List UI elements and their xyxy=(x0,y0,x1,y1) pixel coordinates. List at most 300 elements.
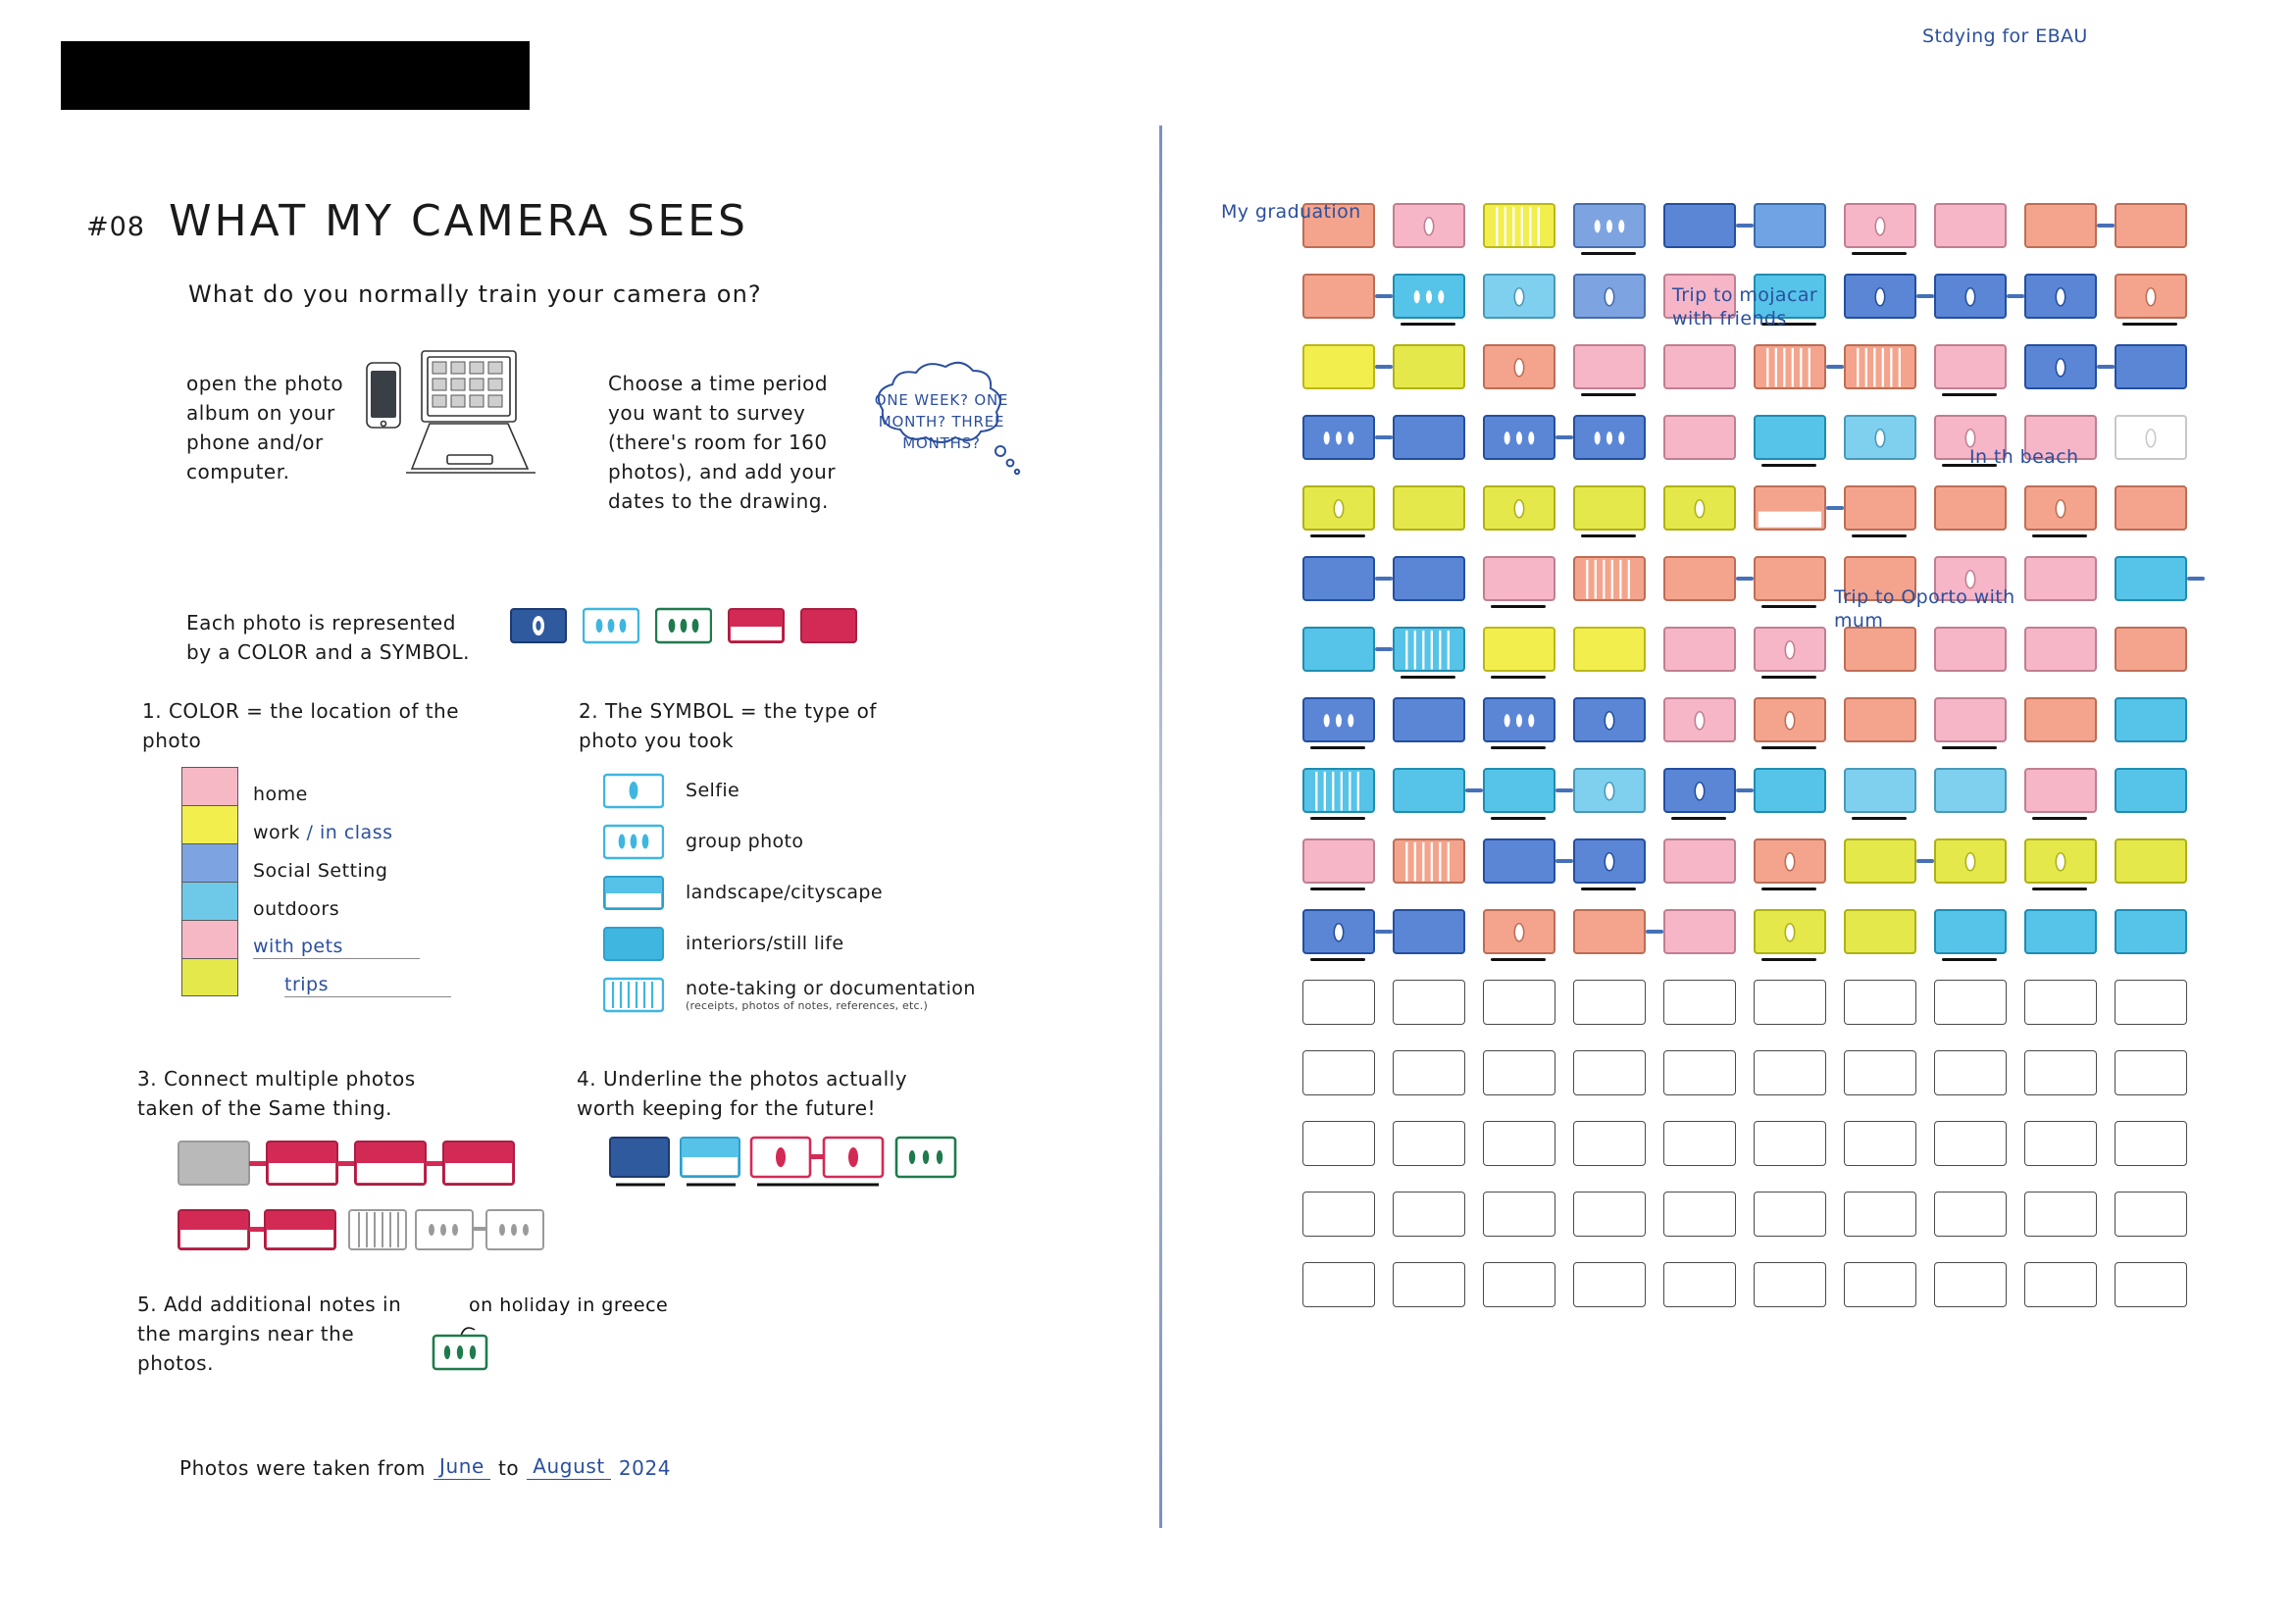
photo-cell[interactable] xyxy=(1385,544,1475,615)
photo-card[interactable] xyxy=(2115,415,2187,460)
photo-card[interactable] xyxy=(1393,697,1465,742)
photo-cell[interactable] xyxy=(2016,897,2107,968)
photo-cell[interactable] xyxy=(1475,1180,1565,1250)
photo-cell[interactable] xyxy=(1926,1180,2016,1250)
photo-card[interactable] xyxy=(1573,344,1646,389)
empty-photo-card[interactable] xyxy=(1573,980,1646,1025)
photo-cell[interactable] xyxy=(1385,1039,1475,1109)
photo-card[interactable] xyxy=(1754,697,1826,742)
empty-photo-card[interactable] xyxy=(1844,1121,1916,1166)
photo-cell[interactable] xyxy=(1656,1039,1746,1109)
photo-cell[interactable] xyxy=(2016,1039,2107,1109)
photo-cell[interactable] xyxy=(2107,1109,2197,1180)
photo-card[interactable] xyxy=(1754,344,1826,389)
photo-cell[interactable] xyxy=(1565,1180,1656,1250)
photo-cell[interactable] xyxy=(1475,1250,1565,1321)
photo-cell[interactable] xyxy=(1475,685,1565,756)
photo-cell[interactable] xyxy=(2016,1250,2107,1321)
empty-photo-card[interactable] xyxy=(1934,980,2007,1025)
photo-card[interactable] xyxy=(1302,627,1375,672)
empty-photo-card[interactable] xyxy=(1844,1050,1916,1095)
photo-cell[interactable] xyxy=(1475,262,1565,332)
photo-cell[interactable] xyxy=(1836,332,1926,403)
photo-card[interactable] xyxy=(1754,203,1826,248)
empty-photo-card[interactable] xyxy=(2115,980,2187,1025)
photo-cell[interactable] xyxy=(1385,756,1475,827)
photo-cell[interactable] xyxy=(2107,827,2197,897)
photo-card[interactable] xyxy=(1573,627,1646,672)
footer-from-date[interactable]: June xyxy=(433,1454,490,1480)
photo-cell[interactable] xyxy=(1385,1250,1475,1321)
photo-cell[interactable] xyxy=(1926,1250,2016,1321)
photo-card[interactable] xyxy=(1663,768,1736,813)
empty-photo-card[interactable] xyxy=(1663,1121,1736,1166)
photo-card[interactable] xyxy=(1573,697,1646,742)
photo-card[interactable] xyxy=(2024,627,2097,672)
photo-card[interactable] xyxy=(1934,909,2007,954)
photo-card[interactable] xyxy=(1844,697,1916,742)
empty-photo-card[interactable] xyxy=(1393,1121,1465,1166)
photo-cell[interactable] xyxy=(1295,1109,1385,1180)
photo-cell[interactable] xyxy=(1656,1250,1746,1321)
empty-photo-card[interactable] xyxy=(2115,1121,2187,1166)
photo-cell[interactable] xyxy=(2016,191,2107,262)
photo-cell[interactable] xyxy=(2016,474,2107,544)
photo-cell[interactable] xyxy=(1926,897,2016,968)
photo-card[interactable] xyxy=(1934,203,2007,248)
photo-cell[interactable] xyxy=(1475,756,1565,827)
empty-photo-card[interactable] xyxy=(1302,1192,1375,1237)
photo-cell[interactable] xyxy=(2107,968,2197,1039)
photo-cell[interactable] xyxy=(2016,332,2107,403)
empty-photo-card[interactable] xyxy=(2024,1050,2097,1095)
empty-photo-card[interactable] xyxy=(1754,980,1826,1025)
photo-cell[interactable] xyxy=(1295,544,1385,615)
photo-card[interactable] xyxy=(1754,627,1826,672)
photo-card[interactable] xyxy=(1302,697,1375,742)
photo-cell[interactable] xyxy=(1565,332,1656,403)
photo-cell[interactable] xyxy=(1746,756,1836,827)
photo-cell[interactable] xyxy=(1475,827,1565,897)
photo-card[interactable] xyxy=(1573,768,1646,813)
photo-cell[interactable] xyxy=(1385,615,1475,685)
photo-cell[interactable] xyxy=(1385,1180,1475,1250)
photo-cell[interactable] xyxy=(1746,403,1836,474)
photo-card[interactable] xyxy=(2024,274,2097,319)
photo-card[interactable] xyxy=(1483,697,1555,742)
photo-card[interactable] xyxy=(1844,485,1916,531)
empty-photo-card[interactable] xyxy=(1934,1192,2007,1237)
photo-cell[interactable] xyxy=(1926,827,2016,897)
empty-photo-card[interactable] xyxy=(1844,1262,1916,1307)
photo-cell[interactable] xyxy=(1475,1039,1565,1109)
photo-cell[interactable] xyxy=(2016,1109,2107,1180)
photo-cell[interactable] xyxy=(1656,968,1746,1039)
photo-card[interactable] xyxy=(1934,627,2007,672)
photo-cell[interactable] xyxy=(2016,968,2107,1039)
photo-cell[interactable] xyxy=(1385,968,1475,1039)
photo-card[interactable] xyxy=(1302,556,1375,601)
photo-card[interactable] xyxy=(1483,274,1555,319)
photo-cell[interactable] xyxy=(1385,403,1475,474)
photo-card[interactable] xyxy=(2115,274,2187,319)
photo-cell[interactable] xyxy=(1656,685,1746,756)
photo-card[interactable] xyxy=(2115,768,2187,813)
photo-cell[interactable] xyxy=(1926,968,2016,1039)
photo-cell[interactable] xyxy=(1746,615,1836,685)
empty-photo-card[interactable] xyxy=(1393,1192,1465,1237)
photo-cell[interactable] xyxy=(1295,897,1385,968)
photo-card[interactable] xyxy=(1844,344,1916,389)
photo-card[interactable] xyxy=(2024,697,2097,742)
photo-card[interactable] xyxy=(1663,485,1736,531)
photo-card[interactable] xyxy=(1483,838,1555,884)
empty-photo-card[interactable] xyxy=(1754,1192,1826,1237)
photo-card[interactable] xyxy=(1663,415,1736,460)
photo-card[interactable] xyxy=(2024,768,2097,813)
photo-cell[interactable] xyxy=(1746,1250,1836,1321)
photo-cell[interactable] xyxy=(2107,403,2197,474)
photo-card[interactable] xyxy=(2024,485,2097,531)
photo-cell[interactable] xyxy=(2016,756,2107,827)
photo-card[interactable] xyxy=(1483,415,1555,460)
photo-cell[interactable] xyxy=(1746,1109,1836,1180)
photo-card[interactable] xyxy=(1302,344,1375,389)
photo-card[interactable] xyxy=(1302,415,1375,460)
photo-card[interactable] xyxy=(1844,768,1916,813)
photo-cell[interactable] xyxy=(1656,897,1746,968)
photo-cell[interactable] xyxy=(1926,262,2016,332)
empty-photo-card[interactable] xyxy=(1934,1121,2007,1166)
photo-card[interactable] xyxy=(2115,627,2187,672)
photo-cell[interactable] xyxy=(1746,685,1836,756)
photo-card[interactable] xyxy=(1483,485,1555,531)
photo-cell[interactable] xyxy=(1475,544,1565,615)
photo-cell[interactable] xyxy=(2107,544,2197,615)
photo-cell[interactable] xyxy=(1385,1109,1475,1180)
empty-photo-card[interactable] xyxy=(1663,1192,1736,1237)
photo-card[interactable] xyxy=(1934,274,2007,319)
photo-cell[interactable] xyxy=(1295,685,1385,756)
photo-cell[interactable] xyxy=(1656,544,1746,615)
photo-cell[interactable] xyxy=(1836,1109,1926,1180)
photo-cell[interactable] xyxy=(1746,1180,1836,1250)
photo-cell[interactable] xyxy=(1565,897,1656,968)
empty-photo-card[interactable] xyxy=(2024,980,2097,1025)
photo-card[interactable] xyxy=(1393,415,1465,460)
photo-cell[interactable] xyxy=(1385,332,1475,403)
photo-cell[interactable] xyxy=(1926,332,2016,403)
photo-card[interactable] xyxy=(1302,838,1375,884)
photo-cell[interactable] xyxy=(1836,1039,1926,1109)
photo-card[interactable] xyxy=(1393,485,1465,531)
photo-cell[interactable] xyxy=(2107,474,2197,544)
photo-cell[interactable] xyxy=(2107,262,2197,332)
photo-cell[interactable] xyxy=(1295,756,1385,827)
photo-cell[interactable] xyxy=(1656,191,1746,262)
photo-card[interactable] xyxy=(2115,909,2187,954)
empty-photo-card[interactable] xyxy=(1302,1050,1375,1095)
photo-card[interactable] xyxy=(1934,697,2007,742)
photo-cell[interactable] xyxy=(2016,685,2107,756)
empty-photo-card[interactable] xyxy=(1302,980,1375,1025)
photo-cell[interactable] xyxy=(1836,968,1926,1039)
photo-card[interactable] xyxy=(1573,909,1646,954)
photo-cell[interactable] xyxy=(1565,827,1656,897)
photo-card[interactable] xyxy=(1573,415,1646,460)
empty-photo-card[interactable] xyxy=(1663,1050,1736,1095)
photo-cell[interactable] xyxy=(2107,615,2197,685)
photo-cell[interactable] xyxy=(1385,262,1475,332)
photo-card[interactable] xyxy=(2115,485,2187,531)
empty-photo-card[interactable] xyxy=(2024,1121,2097,1166)
photo-cell[interactable] xyxy=(1295,332,1385,403)
photo-cell[interactable] xyxy=(2107,1039,2197,1109)
photo-cell[interactable] xyxy=(1746,1039,1836,1109)
empty-photo-card[interactable] xyxy=(1483,1050,1555,1095)
photo-card[interactable] xyxy=(1573,556,1646,601)
photo-cell[interactable] xyxy=(2016,262,2107,332)
photo-cell[interactable] xyxy=(1746,544,1836,615)
photo-cell[interactable] xyxy=(1746,827,1836,897)
photo-card[interactable] xyxy=(1844,909,1916,954)
empty-photo-card[interactable] xyxy=(1754,1050,1826,1095)
photo-card[interactable] xyxy=(2115,203,2187,248)
photo-cell[interactable] xyxy=(2016,827,2107,897)
photo-cell[interactable] xyxy=(1475,615,1565,685)
photo-card[interactable] xyxy=(1302,274,1375,319)
photo-cell[interactable] xyxy=(1836,474,1926,544)
photo-cell[interactable] xyxy=(1295,1180,1385,1250)
photo-cell[interactable] xyxy=(1565,615,1656,685)
photo-cell[interactable] xyxy=(1295,968,1385,1039)
photo-cell[interactable] xyxy=(1926,685,2016,756)
photo-cell[interactable] xyxy=(1385,897,1475,968)
footer-to-date[interactable]: August xyxy=(527,1454,611,1480)
empty-photo-card[interactable] xyxy=(2115,1262,2187,1307)
photo-cell[interactable] xyxy=(1295,403,1385,474)
photo-card[interactable] xyxy=(2115,697,2187,742)
empty-photo-card[interactable] xyxy=(1663,1262,1736,1307)
photo-card[interactable] xyxy=(1302,485,1375,531)
photo-card[interactable] xyxy=(1393,768,1465,813)
photo-card[interactable] xyxy=(1483,627,1555,672)
photo-card[interactable] xyxy=(2115,838,2187,884)
empty-photo-card[interactable] xyxy=(1393,1262,1465,1307)
photo-cell[interactable] xyxy=(1836,756,1926,827)
photo-card[interactable] xyxy=(1663,556,1736,601)
photo-cell[interactable] xyxy=(1656,615,1746,685)
empty-photo-card[interactable] xyxy=(2024,1262,2097,1307)
photo-cell[interactable] xyxy=(1295,1039,1385,1109)
photo-cell[interactable] xyxy=(1385,474,1475,544)
photo-card[interactable] xyxy=(1483,203,1555,248)
photo-card[interactable] xyxy=(1302,768,1375,813)
photo-cell[interactable] xyxy=(1475,332,1565,403)
photo-cell[interactable] xyxy=(1656,827,1746,897)
empty-photo-card[interactable] xyxy=(1483,1121,1555,1166)
photo-cell[interactable] xyxy=(1746,474,1836,544)
photo-card[interactable] xyxy=(1393,556,1465,601)
empty-photo-card[interactable] xyxy=(1573,1050,1646,1095)
photo-cell[interactable] xyxy=(1295,262,1385,332)
photo-cell[interactable] xyxy=(1565,403,1656,474)
photo-cell[interactable] xyxy=(1836,1180,1926,1250)
photo-card[interactable] xyxy=(1934,485,2007,531)
photo-cell[interactable] xyxy=(2107,756,2197,827)
photo-cell[interactable] xyxy=(1475,403,1565,474)
photo-cell[interactable] xyxy=(1295,827,1385,897)
photo-cell[interactable] xyxy=(1746,897,1836,968)
photo-cell[interactable] xyxy=(1295,1250,1385,1321)
photo-card[interactable] xyxy=(1393,344,1465,389)
photo-card[interactable] xyxy=(1844,627,1916,672)
photo-card[interactable] xyxy=(1393,627,1465,672)
photo-cell[interactable] xyxy=(2016,544,2107,615)
photo-card[interactable] xyxy=(1754,909,1826,954)
photo-card[interactable] xyxy=(1663,627,1736,672)
empty-photo-card[interactable] xyxy=(1393,1050,1465,1095)
photo-cell[interactable] xyxy=(2016,1180,2107,1250)
photo-card[interactable] xyxy=(2024,838,2097,884)
photo-card[interactable] xyxy=(2024,344,2097,389)
photo-cell[interactable] xyxy=(1746,968,1836,1039)
photo-cell[interactable] xyxy=(1385,685,1475,756)
empty-photo-card[interactable] xyxy=(1393,980,1465,1025)
photo-cell[interactable] xyxy=(1475,1109,1565,1180)
photo-cell[interactable] xyxy=(1836,685,1926,756)
photo-card[interactable] xyxy=(1663,838,1736,884)
photo-card[interactable] xyxy=(2115,556,2187,601)
photo-card[interactable] xyxy=(2024,203,2097,248)
photo-card[interactable] xyxy=(1393,838,1465,884)
photo-card[interactable] xyxy=(1573,274,1646,319)
photo-cell[interactable] xyxy=(1656,1180,1746,1250)
photo-cell[interactable] xyxy=(1836,1250,1926,1321)
photo-cell[interactable] xyxy=(1475,968,1565,1039)
photo-card[interactable] xyxy=(1754,485,1826,531)
photo-cell[interactable] xyxy=(1656,403,1746,474)
photo-cell[interactable] xyxy=(2107,191,2197,262)
photo-cell[interactable] xyxy=(1746,191,1836,262)
photo-cell[interactable] xyxy=(1565,1250,1656,1321)
photo-card[interactable] xyxy=(1573,203,1646,248)
photo-cell[interactable] xyxy=(1385,191,1475,262)
empty-photo-card[interactable] xyxy=(2115,1192,2187,1237)
photo-card[interactable] xyxy=(1754,838,1826,884)
photo-card[interactable] xyxy=(1754,768,1826,813)
photo-cell[interactable] xyxy=(1475,474,1565,544)
photo-cell[interactable] xyxy=(1565,474,1656,544)
photo-cell[interactable] xyxy=(1926,474,2016,544)
photo-cell[interactable] xyxy=(1565,756,1656,827)
photo-card[interactable] xyxy=(1483,909,1555,954)
empty-photo-card[interactable] xyxy=(1934,1262,2007,1307)
photo-card[interactable] xyxy=(1393,203,1465,248)
empty-photo-card[interactable] xyxy=(1934,1050,2007,1095)
photo-card[interactable] xyxy=(1302,909,1375,954)
photo-cell[interactable] xyxy=(1926,1109,2016,1180)
photo-cell[interactable] xyxy=(1836,827,1926,897)
photo-card[interactable] xyxy=(1934,838,2007,884)
empty-photo-card[interactable] xyxy=(1754,1121,1826,1166)
photo-cell[interactable] xyxy=(1475,191,1565,262)
photo-cell[interactable] xyxy=(1475,897,1565,968)
photo-cell[interactable] xyxy=(1385,827,1475,897)
photo-cell[interactable] xyxy=(2107,897,2197,968)
photo-cell[interactable] xyxy=(1836,403,1926,474)
photo-cell[interactable] xyxy=(1565,262,1656,332)
empty-photo-card[interactable] xyxy=(1302,1262,1375,1307)
photo-cell[interactable] xyxy=(2107,1250,2197,1321)
photo-card[interactable] xyxy=(1393,274,1465,319)
photo-card[interactable] xyxy=(1844,203,1916,248)
photo-cell[interactable] xyxy=(1836,897,1926,968)
empty-photo-card[interactable] xyxy=(1844,980,1916,1025)
empty-photo-card[interactable] xyxy=(1663,980,1736,1025)
photo-cell[interactable] xyxy=(1565,1109,1656,1180)
photo-card[interactable] xyxy=(2024,909,2097,954)
photo-cell[interactable] xyxy=(1565,968,1656,1039)
photo-card[interactable] xyxy=(1663,203,1736,248)
photo-cell[interactable] xyxy=(1295,615,1385,685)
photo-cell[interactable] xyxy=(1926,756,2016,827)
photo-cell[interactable] xyxy=(1656,474,1746,544)
photo-card[interactable] xyxy=(2115,344,2187,389)
empty-photo-card[interactable] xyxy=(1844,1192,1916,1237)
photo-card[interactable] xyxy=(1393,909,1465,954)
photo-cell[interactable] xyxy=(2107,685,2197,756)
photo-card[interactable] xyxy=(1754,556,1826,601)
empty-photo-card[interactable] xyxy=(1754,1262,1826,1307)
empty-photo-card[interactable] xyxy=(1483,1262,1555,1307)
photo-cell[interactable] xyxy=(2107,332,2197,403)
photo-card[interactable] xyxy=(1663,344,1736,389)
photo-cell[interactable] xyxy=(1565,1039,1656,1109)
empty-photo-card[interactable] xyxy=(1573,1192,1646,1237)
photo-cell[interactable] xyxy=(1565,544,1656,615)
photo-cell[interactable] xyxy=(1836,191,1926,262)
photo-card[interactable] xyxy=(1934,768,2007,813)
photo-cell[interactable] xyxy=(1926,1039,2016,1109)
photo-cell[interactable] xyxy=(2107,1180,2197,1250)
photo-card[interactable] xyxy=(1483,344,1555,389)
photo-cell[interactable] xyxy=(1746,332,1836,403)
empty-photo-card[interactable] xyxy=(1573,1121,1646,1166)
empty-photo-card[interactable] xyxy=(1483,980,1555,1025)
photo-card[interactable] xyxy=(1934,344,2007,389)
photo-cell[interactable] xyxy=(1656,1109,1746,1180)
photo-card[interactable] xyxy=(2024,556,2097,601)
photo-card[interactable] xyxy=(1754,415,1826,460)
photo-card[interactable] xyxy=(1663,909,1736,954)
empty-photo-card[interactable] xyxy=(1573,1262,1646,1307)
photo-cell[interactable] xyxy=(1295,474,1385,544)
empty-photo-card[interactable] xyxy=(2024,1192,2097,1237)
photo-cell[interactable] xyxy=(1656,756,1746,827)
photo-cell[interactable] xyxy=(2016,615,2107,685)
photo-cell[interactable] xyxy=(1656,332,1746,403)
footer-year[interactable]: 2024 xyxy=(618,1456,672,1480)
photo-card[interactable] xyxy=(1483,768,1555,813)
photo-cell[interactable] xyxy=(1565,685,1656,756)
empty-photo-card[interactable] xyxy=(2115,1050,2187,1095)
empty-photo-card[interactable] xyxy=(1302,1121,1375,1166)
photo-card[interactable] xyxy=(1844,415,1916,460)
photo-card[interactable] xyxy=(1483,556,1555,601)
empty-photo-card[interactable] xyxy=(1483,1192,1555,1237)
photo-card[interactable] xyxy=(1844,838,1916,884)
